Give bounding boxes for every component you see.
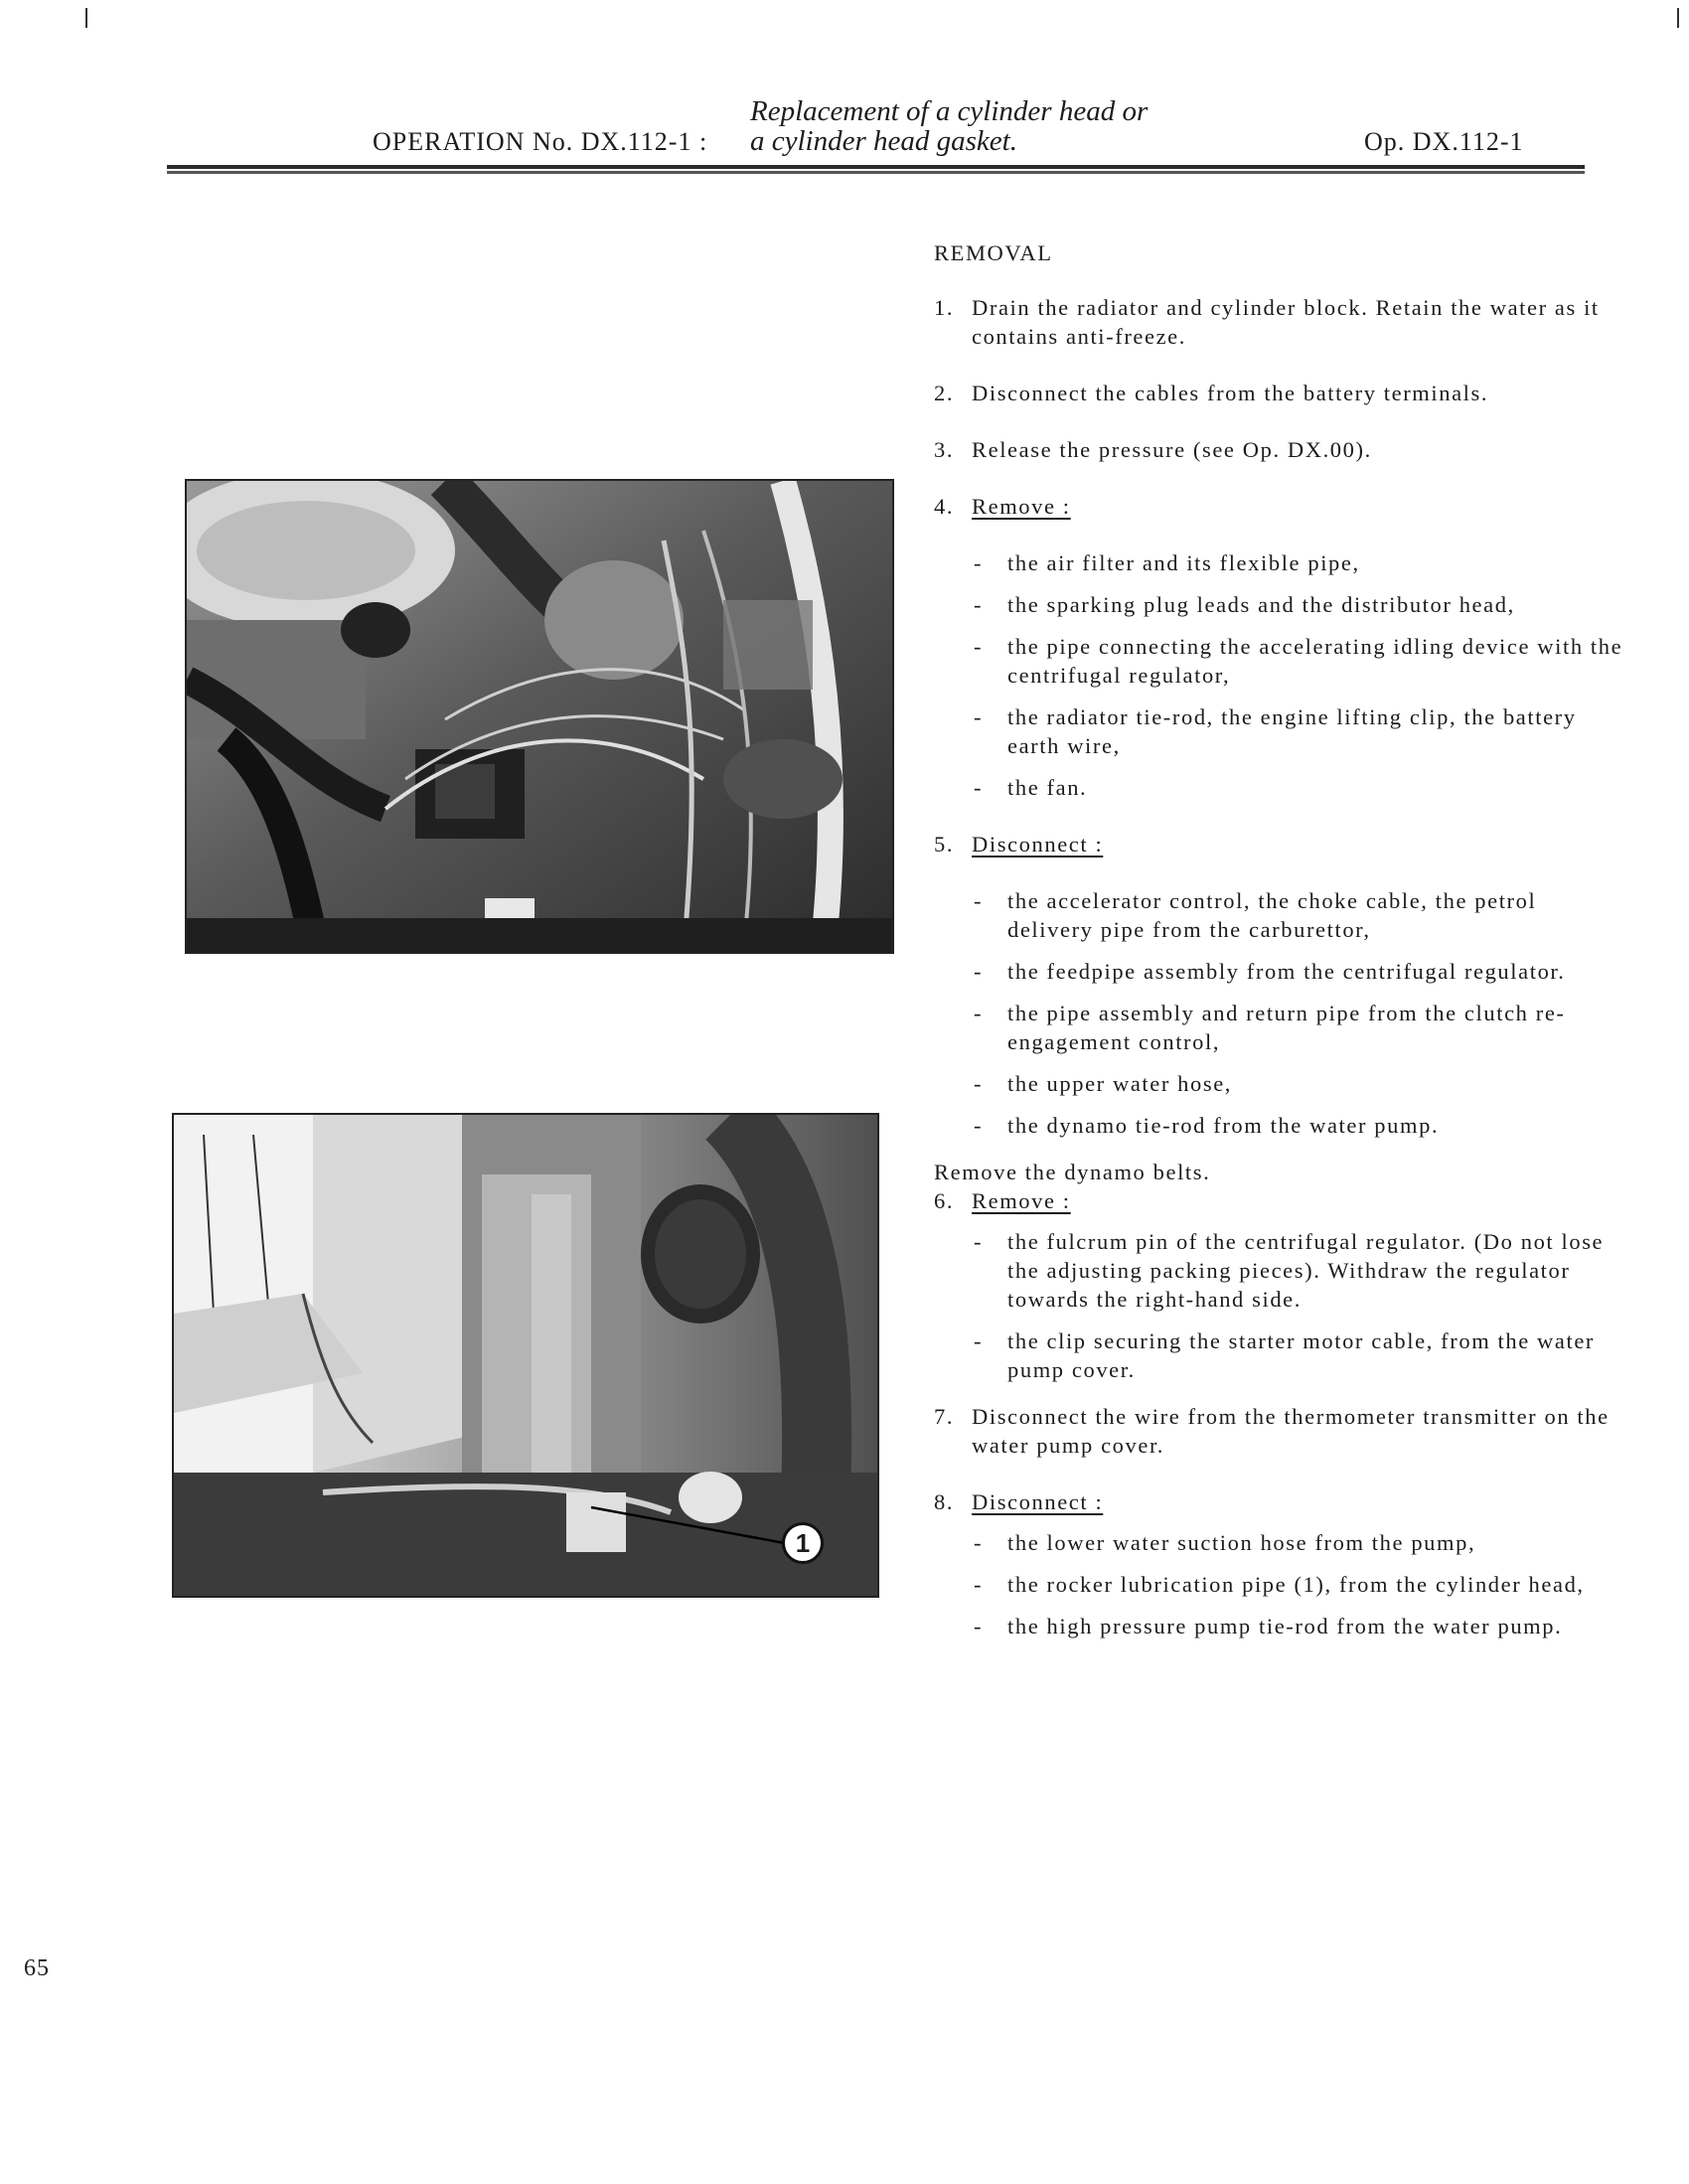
- page-number: 65: [24, 1955, 50, 1981]
- title-line-1: Replacement of a cylinder head or: [750, 95, 1149, 127]
- operation-label: OPERATION No. DX.112-1 :: [373, 127, 708, 156]
- list-item: - the rocker lubrication pipe (1), from the cylinder head,: [974, 1572, 1585, 1597]
- engine-bay-photo: [185, 479, 894, 954]
- water-pump-photo: [172, 1113, 879, 1598]
- edge-tick-left: [85, 8, 87, 28]
- step-4: 4. Remove :: [934, 494, 1071, 519]
- list-item: - the clip securing the starter motor cable, from the water pump cover.: [974, 1328, 1596, 1382]
- callout-1: 1: [782, 1522, 824, 1564]
- list-item: - the radiator tie-rod, the engine lifting clip, the battery earth wire,: [974, 704, 1577, 758]
- list-item: - the air filter and its flexible pipe,: [974, 550, 1360, 575]
- list-item: - the fulcrum pin of the centrifugal regulator. (Do not lose the adjusting packing pieces). Withdraw the regulator towards the right-hand side.: [974, 1229, 1605, 1312]
- list-item: - the upper water hose,: [974, 1071, 1233, 1096]
- step-6: 6. Remove :: [934, 1188, 1071, 1213]
- list-item: - the dynamo tie-rod from the water pump.: [974, 1113, 1440, 1138]
- step-7: 7. Disconnect the wire from the thermometer transmitter on the water pump cover.: [934, 1404, 1610, 1458]
- step-5: 5. Disconnect :: [934, 832, 1104, 857]
- list-item: - the pipe connecting the accelerating idling device with the centrifugal regulator,: [974, 634, 1623, 688]
- list-item: - the high pressure pump tie-rod from the water pump.: [974, 1614, 1563, 1638]
- step-1: 1. Drain the radiator and cylinder block. Retain the water as it contains anti-freeze.: [934, 295, 1600, 349]
- step-6-items: [934, 1227, 1629, 1384]
- step-8-label: Disconnect :: [972, 1489, 1104, 1514]
- section-heading: REMOVAL: [934, 240, 1053, 265]
- header-rule-shadow: [167, 171, 1585, 174]
- list-item: - the lower water suction hose from the pump,: [974, 1530, 1476, 1555]
- list-item: - the feedpipe assembly from the centrifugal regulator.: [974, 959, 1566, 984]
- step-5-label: Disconnect :: [972, 832, 1104, 857]
- step-3: 3. Release the pressure (see Op. DX.00).: [934, 437, 1372, 462]
- list-item: - the pipe assembly and return pipe from the clutch re-engagement control,: [974, 1001, 1566, 1054]
- list-item: - the sparking plug leads and the distributor head,: [974, 592, 1515, 617]
- list-item: - the accelerator control, the choke cable, the petrol delivery pipe from the carburettor,: [974, 888, 1537, 942]
- step-5-items: [934, 886, 1629, 1140]
- removal-section: [934, 238, 1629, 1668]
- title-line-2: a cylinder head gasket.: [750, 125, 1017, 157]
- step-6-label: Remove :: [972, 1188, 1071, 1213]
- list-item: - the fan.: [974, 775, 1088, 800]
- header-rule: [167, 165, 1585, 169]
- step-5-note: Remove the dynamo belts.: [934, 1160, 1211, 1184]
- step-4-items: [934, 548, 1629, 802]
- op-reference: Op. DX.112-1: [1364, 127, 1524, 156]
- edge-tick-right: [1677, 8, 1679, 28]
- step-8-items: [934, 1528, 1629, 1640]
- step-8: 8. Disconnect :: [934, 1489, 1104, 1514]
- step-2: 2. Disconnect the cables from the battery terminals.: [934, 381, 1489, 405]
- step-4-label: Remove :: [972, 494, 1071, 519]
